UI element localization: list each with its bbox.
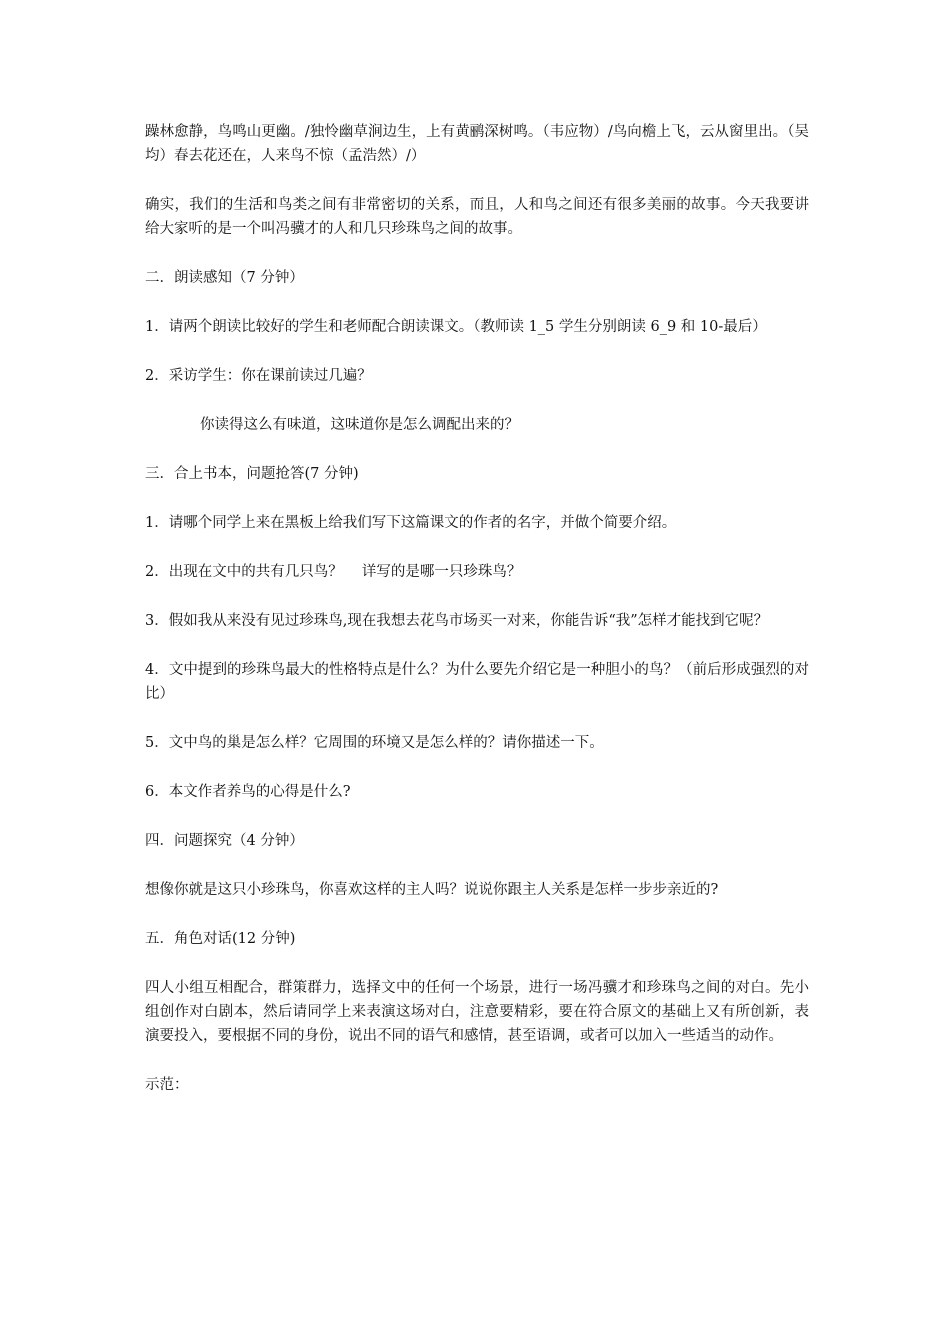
list-item: 2．出现在文中的共有几只鸟？ 详写的是哪一只珍珠鸟？	[145, 564, 522, 580]
paragraph-dialogue: 四人小组互相配合，群策群力，选择文中的任何一个场景，进行一场冯骥才和珍珠鸟之间的对白。先小组创作对白剧本，然后请同学上来表演这场对白，注意要精彩，要在符合原文的基础上又有所创新，表演要投入，要根据不同的身份，说出不同的语气和感情，甚至语调，或者可以加入一些适当的动作。	[145, 980, 809, 1044]
paragraph-indented-question: 你读得这么有味道，这味道你是怎么调配出来的？	[200, 417, 519, 433]
section-heading-reading: 二．朗读感知（7 分钟）	[145, 270, 304, 286]
paragraph-demo-label: 示范：	[145, 1077, 189, 1093]
list-item: 4．文中提到的珍珠鸟最大的性格特点是什么？为什么要先介绍它是一种胆小的鸟？（前后形成强烈的对比）	[145, 662, 809, 702]
document-body	[145, 120, 809, 1097]
section-heading-quiz: 三．合上书本，问题抢答(7 分钟)	[145, 466, 359, 482]
list-item: 1．请两个朗读比较好的学生和老师配合朗读课文。（教师读 1_5 学生分别朗读 6_9 和 10-最后）	[145, 319, 767, 335]
paragraph-poems: 躁林愈静，鸟鸣山更幽。/独怜幽草涧边生，上有黄鹂深树鸣。（韦应物）/鸟向檐上飞，云从窗里出。（吴均）春去花还在，人来鸟不惊（孟浩然）/）	[145, 124, 809, 164]
list-item: 5．文中鸟的巢是怎么样？它周围的环境又是怎么样的？请你描述一下。	[145, 735, 604, 751]
list-item: 2．采访学生：你在课前读过几遍？	[145, 368, 372, 384]
paragraph-inquiry: 想像你就是这只小珍珠鸟，你喜欢这样的主人吗？说说你跟主人关系是怎样一步步亲近的?	[145, 882, 719, 898]
list-item: 1．请哪个同学上来在黑板上给我们写下这篇课文的作者的名字，并做个简要介绍。	[145, 515, 677, 531]
list-item: 6．本文作者养鸟的心得是什么?	[145, 784, 351, 800]
section-heading-inquiry: 四．问题探究（4 分钟）	[145, 833, 304, 849]
paragraph-intro: 确实，我们的生活和鸟类之间有非常密切的关系，而且，人和鸟之间还有很多美丽的故事。今天我要讲给大家听的是一个叫冯骥才的人和几只珍珠鸟之间的故事。	[145, 197, 809, 237]
section-heading-dialogue: 五．角色对话(12 分钟)	[145, 931, 296, 947]
list-item: 3．假如我从来没有见过珍珠鸟,现在我想去花鸟市场买一对来，你能告诉“我”怎样才能找到它呢？	[145, 613, 769, 629]
